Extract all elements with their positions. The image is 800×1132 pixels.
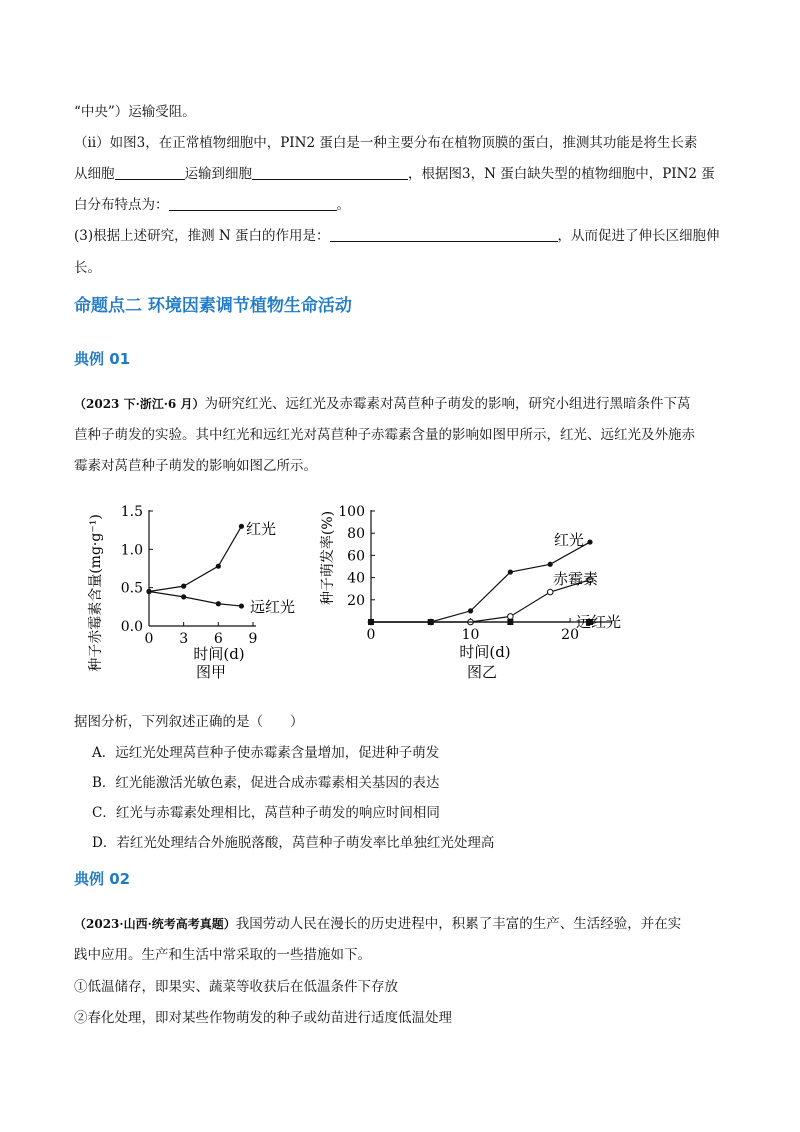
text-fragment: (3)根据上述研究，推测 N 蛋白的作用是： xyxy=(74,228,330,244)
example-title: 典例 01 xyxy=(74,350,131,368)
text-fragment: 。 xyxy=(336,197,350,213)
chart-b-title: 图乙 xyxy=(466,663,498,681)
source-tag: （2023 下·浙江·6 月） xyxy=(74,397,205,411)
series-line-1 xyxy=(149,592,241,607)
series-label: 红光 xyxy=(246,520,277,538)
option-d[interactable]: D．若红光处理结合外施脱落酸，莴苣种子萌发率比单独红光处理高 xyxy=(92,835,495,851)
list-item: ②春化处理，即对某些作物萌发的种子或幼苗进行适度低温处理 xyxy=(74,1010,452,1026)
data-point xyxy=(181,584,186,589)
x-tick-label: 6 xyxy=(213,631,223,647)
text-line xyxy=(74,162,715,182)
text-line: 践中应用。生产和生活中常采取的一些措施如下。 xyxy=(74,947,371,963)
chart-a-ylabel: 种子赤霉素含量(mg·g⁻¹) xyxy=(88,514,104,672)
option-a[interactable]: A．远红光处理莴苣种子使赤霉素含量增加，促进种子萌发 xyxy=(92,745,440,761)
data-point xyxy=(587,539,592,544)
data-point xyxy=(146,589,151,594)
y-tick-label: 40 xyxy=(347,570,365,587)
y-tick-label: 0.0 xyxy=(120,619,143,635)
data-point xyxy=(508,614,514,620)
x-tick-label: 0 xyxy=(366,627,376,643)
source-tag: （2023·山西·统考高考真题） xyxy=(74,917,236,931)
text-line xyxy=(74,392,690,412)
answer-blank[interactable] xyxy=(252,165,408,180)
text-fragment: ，从而促进了伸长区细胞伸 xyxy=(557,228,720,244)
option-c[interactable]: C．红光与赤霉素处理相比，莴苣种子萌发的响应时间相同 xyxy=(92,805,440,821)
data-point xyxy=(368,619,374,625)
y-tick-label: 20 xyxy=(347,592,365,609)
y-tick-label: 0.5 xyxy=(120,580,143,597)
question-stem: 据图分析，下列叙述正确的是（ ） xyxy=(74,714,304,730)
text-line xyxy=(74,224,720,244)
example-title: 典例 02 xyxy=(74,870,131,888)
x-tick-label: 0 xyxy=(144,631,154,647)
text-line: 苣种子萌发的实验。其中红光和远红光对莴苣种子赤霉素含量的影响如图甲所示，红光、远红光及外施赤 xyxy=(74,427,695,443)
data-point xyxy=(216,564,221,569)
text-fragment: 从细胞 xyxy=(74,166,115,182)
data-point xyxy=(239,524,244,529)
data-point xyxy=(216,601,221,606)
text-line: 霉素对莴苣种子萌发的影响如图乙所示。 xyxy=(74,458,317,474)
answer-blank[interactable] xyxy=(115,165,185,180)
data-point xyxy=(548,562,553,567)
option-b[interactable]: B．红光能激活光敏色素，促进合成赤霉素相关基因的表达 xyxy=(92,775,440,791)
chart-b xyxy=(319,504,621,681)
data-point xyxy=(181,594,186,599)
text-fragment: 我国劳动人民在漫长的历史进程中，积累了丰富的生产、生活经验，并在实 xyxy=(235,916,682,932)
data-point xyxy=(507,619,513,625)
answer-blank[interactable] xyxy=(169,196,337,211)
text-line: （ⅱ）如图3，在正常植物细胞中，PIN2 蛋白是一种主要分布在植物顶膜的蛋白，推测其功能是将生长素 xyxy=(74,135,698,151)
data-point xyxy=(239,603,244,608)
text-line: “中央”）运输受阻。 xyxy=(74,104,196,120)
x-tick-label: 9 xyxy=(248,631,258,647)
text-fragment: ，根据图3，N 蛋白缺失型的植物细胞中，PIN2 蛋 xyxy=(408,166,715,182)
x-tick-label: 20 xyxy=(561,627,580,643)
chart-b-xlabel: 时间(d) xyxy=(459,643,511,661)
text-line: 长。 xyxy=(74,260,101,276)
text-line xyxy=(74,193,350,213)
text-line xyxy=(74,912,681,932)
y-tick-label: 100 xyxy=(338,504,365,520)
x-tick-label: 10 xyxy=(461,627,480,643)
y-tick-label: 1.0 xyxy=(120,542,143,559)
data-point xyxy=(468,608,473,613)
answer-blank[interactable] xyxy=(330,227,558,242)
section-title: 命题点二 环境因素调节植物生命活动 xyxy=(74,296,352,316)
text-fragment: 为研究红光、远红光及赤霉素对莴苣种子萌发的影响，研究小组进行黑暗条件下莴 xyxy=(204,396,691,412)
y-tick-label: 60 xyxy=(347,548,365,565)
data-point xyxy=(428,619,434,625)
x-tick-label: 3 xyxy=(179,631,189,647)
series-line-0 xyxy=(149,526,241,591)
figures xyxy=(70,478,670,693)
y-tick-label: 80 xyxy=(347,526,365,543)
series-label: 远红光 xyxy=(576,613,622,631)
series-label: 红光 xyxy=(554,531,585,549)
chart-b-ylabel: 种子萌发率(%) xyxy=(320,510,336,606)
series-label: 远红光 xyxy=(250,598,296,616)
list-item: ①低温储存，即果实、蔬菜等收获后在低温条件下存放 xyxy=(74,979,398,995)
data-point xyxy=(547,589,553,595)
y-tick-label: 1.5 xyxy=(120,504,143,520)
chart-a-title: 图甲 xyxy=(195,663,227,681)
chart-a-xlabel: 时间(d) xyxy=(193,645,245,663)
text-fragment: 白分布特点为： xyxy=(74,197,169,213)
chart-a xyxy=(87,504,295,681)
series-label: 赤霉素 xyxy=(553,570,599,588)
data-point xyxy=(508,569,513,574)
text-fragment: 运输到细胞 xyxy=(184,166,252,182)
